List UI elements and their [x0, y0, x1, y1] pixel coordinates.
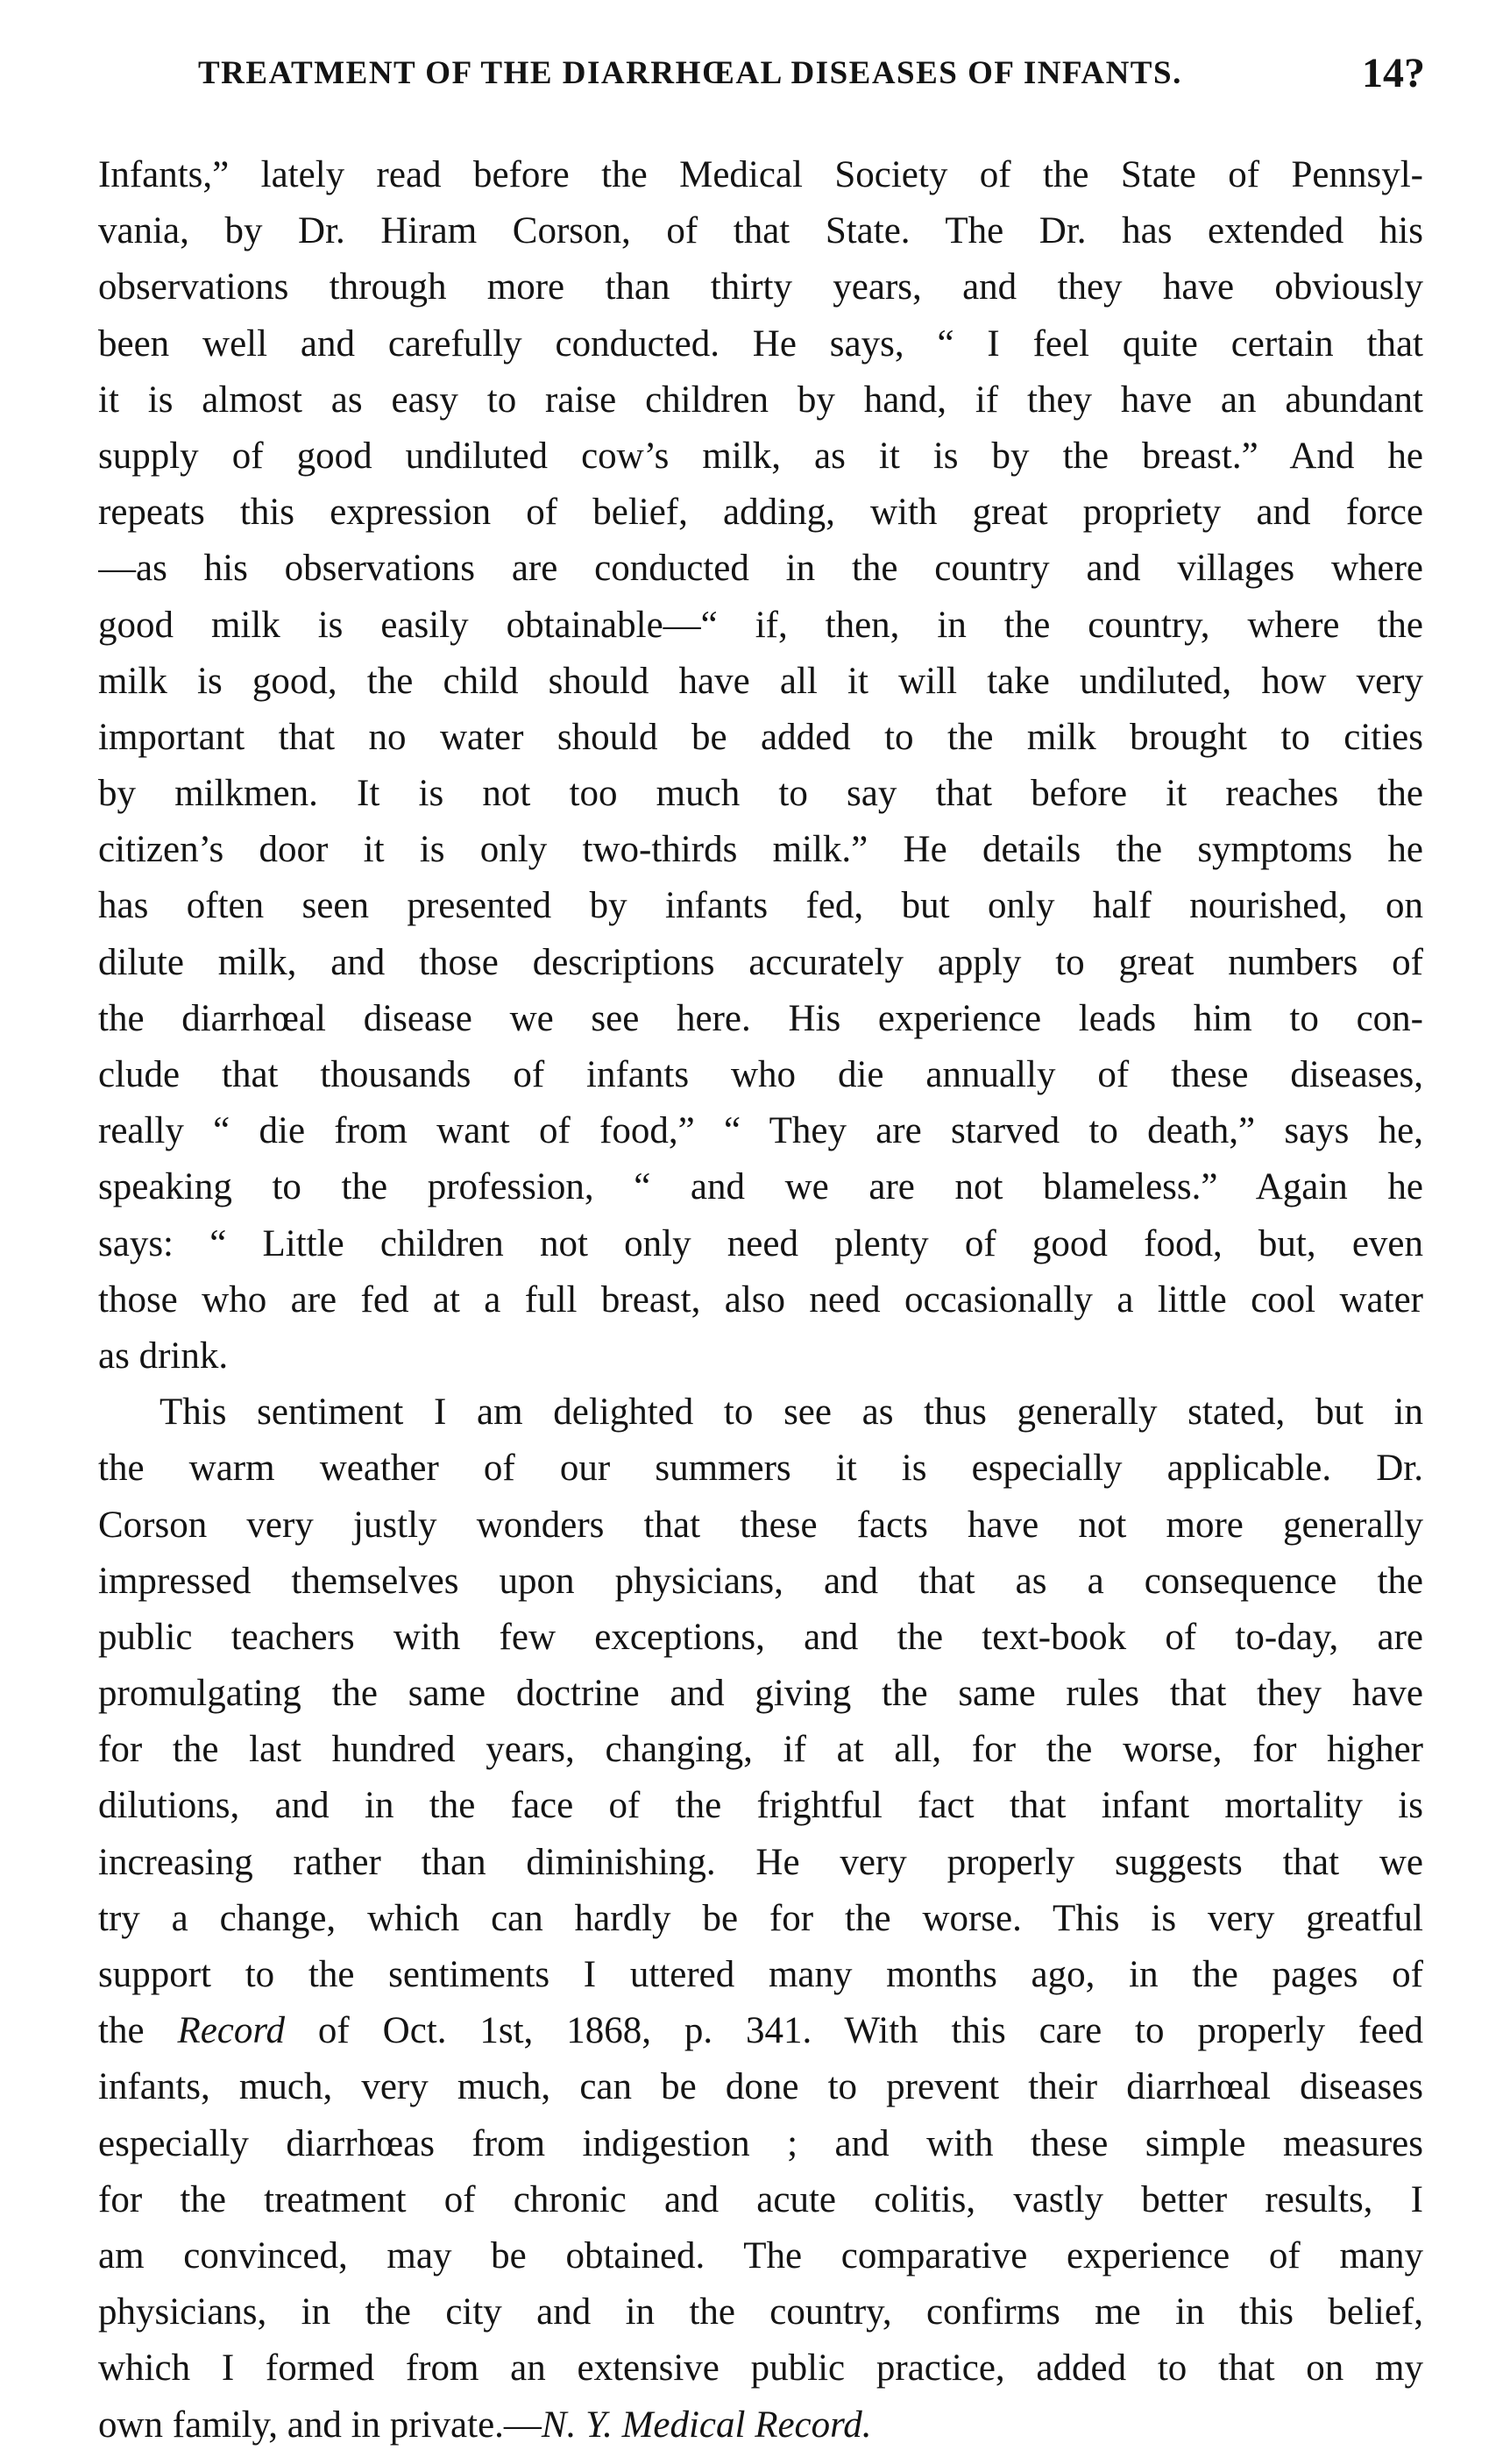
running-head — [198, 50, 1425, 107]
text-line: for the treatment of chronic and acute colitis, vastly better results, I — [98, 2178, 1423, 2220]
text-line: try a change, which can hardly be for the worse. This is very greatful — [98, 1897, 1423, 1939]
text-line: especially diarrhœas from indigestion ; and with these simple measures — [98, 2122, 1423, 2164]
text-line: supply of good undiluted cow’s milk, as it is by the breast.” And he — [98, 435, 1423, 477]
italic-text: Record — [177, 2010, 286, 2052]
text-line: observations through more than thirty years, and they have obviously — [98, 266, 1423, 308]
text-line: good milk is easily obtainable—“ if, then, in the country, where the — [98, 604, 1423, 646]
text-line: repeats this expression of belief, adding, with great propriety and force — [98, 492, 1423, 534]
text-line: vania, by Dr. Hiram Corson, of that State. The Dr. has extended his — [98, 210, 1423, 252]
text-line: promulgating the same doctrine and giving the same rules that they have — [98, 1673, 1423, 1715]
text-line: the warm weather of our summers it is especially applicable. Dr. — [98, 1448, 1423, 1490]
text-line: has often seen presented by infants fed, but only half nourished, on — [98, 885, 1423, 927]
text-line: important that no water should be added to the milk brought to cities — [98, 716, 1423, 758]
text-line: those who are fed at a full breast, also need occasionally a little cool water — [98, 1278, 1423, 1321]
text-line: really “ die from want of food,” “ They are starved to death,” says he, — [98, 1110, 1423, 1152]
page-number: 14? — [1362, 50, 1425, 96]
text-line: milk is good, the child should have all it will take undiluted, how very — [98, 660, 1423, 702]
text-line: been well and carefully conducted. He says, “ I feel quite certain that — [98, 322, 1423, 365]
text-line: the Record of Oct. 1st, 1868, p. 341. With this care to properly feed — [98, 2010, 1423, 2052]
text-line: dilutions, and in the face of the frightful fact that infant mortality is — [98, 1785, 1423, 1827]
text-line: citizen’s door it is only two-thirds milk.” He details the symptoms he — [98, 829, 1423, 871]
text-line: speaking to the profession, “ and we are not blameless.” Again he — [98, 1166, 1423, 1208]
text-line: increasing rather than diminishing. He very properly suggests that we — [98, 1841, 1423, 1883]
text-line: —as his observations are conducted in the country and villages where — [98, 548, 1423, 590]
text-line: Infants,” lately read before the Medical Society of the State of Pennsyl- — [98, 154, 1423, 195]
text-line: it is almost as easy to raise children by hand, if they have an abundant — [98, 379, 1423, 421]
text-line: which I formed from an extensive public practice, added to that on my — [98, 2347, 1423, 2390]
text-line: for the last hundred years, changing, if at all, for the worse, for higher — [98, 1729, 1423, 1771]
text-line: by milkmen. It is not too much to say that before it reaches the — [98, 773, 1423, 815]
text-line: impressed themselves upon physicians, and that as a consequence the — [98, 1560, 1423, 1602]
paragraph — [98, 147, 1423, 1384]
text-line: dilute milk, and those descriptions accurately apply to great numbers of — [98, 941, 1423, 983]
text-line: as drink. — [98, 1335, 229, 1377]
running-head-title: TREATMENT OF THE DIARRHŒAL DISEASES OF INFANTS. — [198, 55, 1182, 91]
text-line: says: “ Little children not only need plenty of good food, but, even — [98, 1222, 1423, 1264]
text-line: This sentiment I am delighted to see as thus generally stated, but in — [160, 1391, 1423, 1434]
italic-text: N. Y. Medical Record. — [541, 2404, 872, 2446]
text-line: infants, much, very much, can be done to prevent their diarrhœal diseases — [98, 2066, 1423, 2108]
paragraph — [98, 1384, 1423, 2453]
text-line: clude that thousands of infants who die annually of these diseases, — [98, 1054, 1423, 1095]
text-line: Corson very justly wonders that these facts have not more generally — [98, 1504, 1423, 1546]
text-line: physicians, in the city and in the country, confirms me in this belief, — [98, 2291, 1423, 2333]
text-line: the diarrhœal disease we see here. His experience leads him to con- — [98, 997, 1423, 1039]
text-line: own family, and in private.—N. Y. Medical Record. — [98, 2404, 872, 2446]
text-line: public teachers with few exceptions, and the text-book of to-day, are — [98, 1616, 1423, 1658]
body-text — [98, 147, 1423, 2453]
text-line: support to the sentiments I uttered many months ago, in the pages of — [98, 1954, 1423, 1995]
text-line: am convinced, may be obtained. The comparative experience of many — [98, 2234, 1423, 2276]
